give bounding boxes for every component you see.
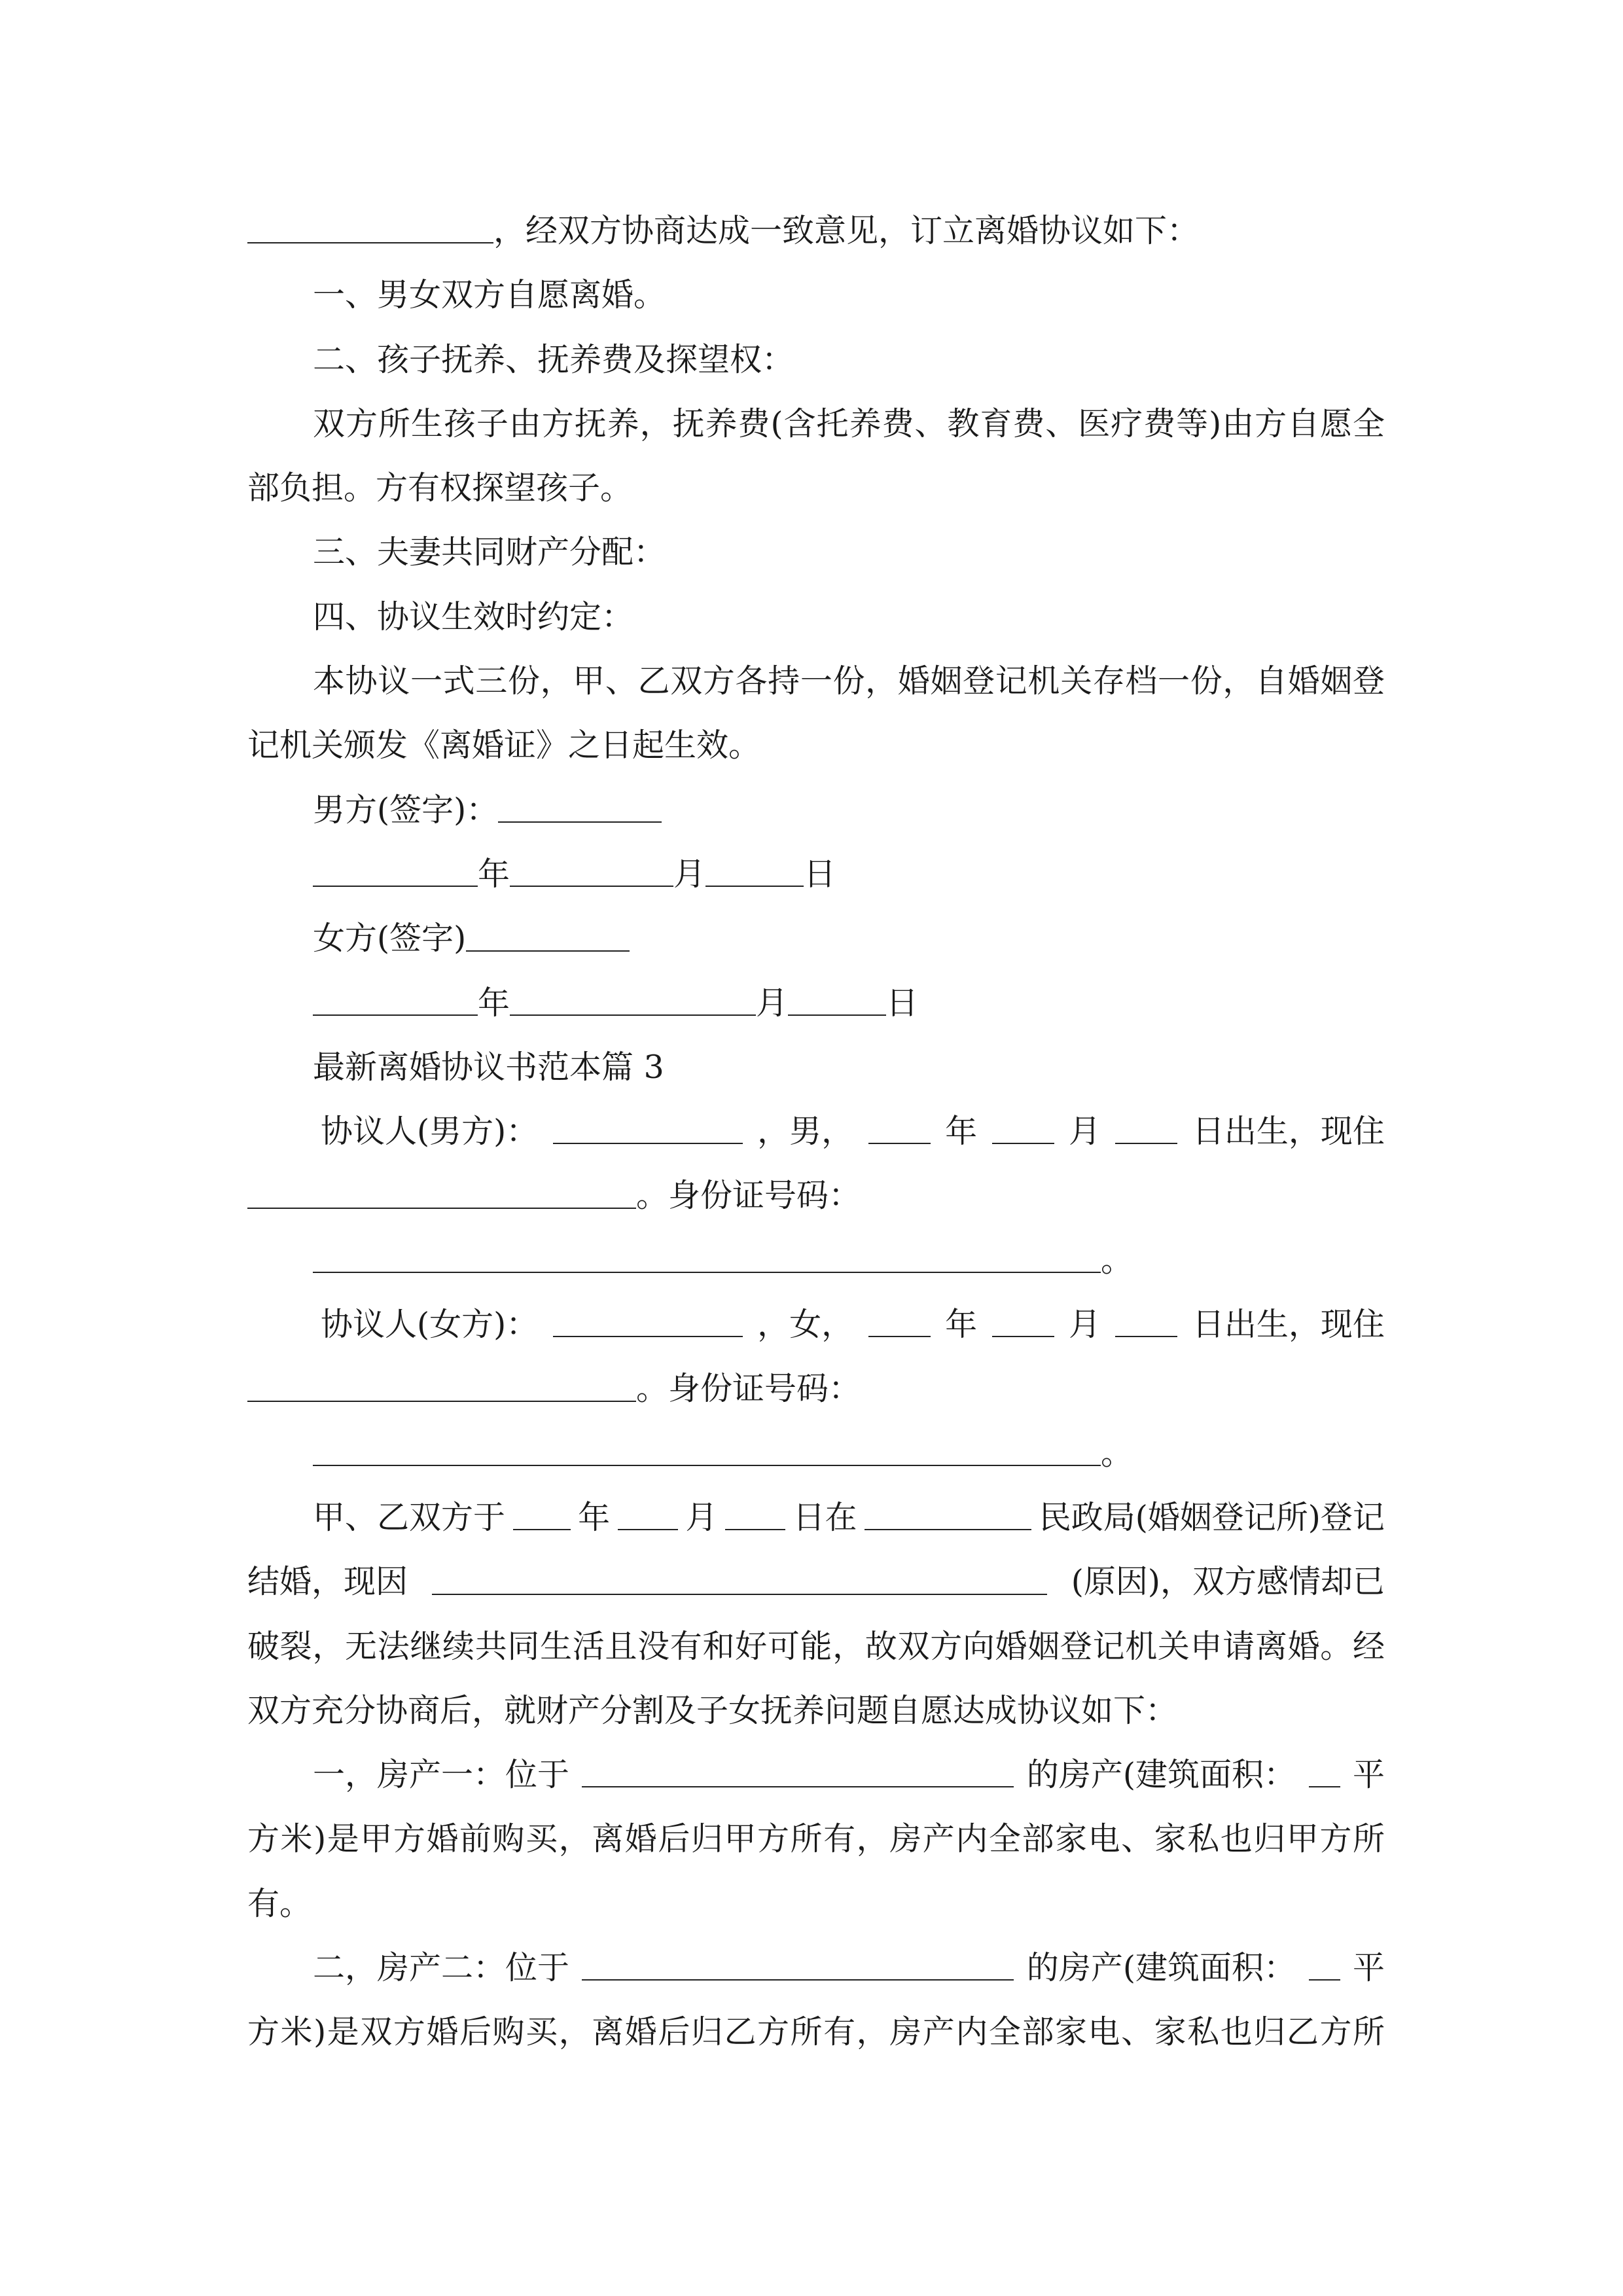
year-field[interactable] [868,1335,931,1337]
text: 二、孩子抚养、抚养费及探望权： [313,340,794,378]
text: 有。 [247,1884,312,1922]
section-title [247,1035,1385,1100]
text: 本协议一式三份，甲、乙双方各持一份，婚姻登记机关存档一份，自婚姻登 [313,662,1385,700]
male-date-line [247,842,1385,906]
property-2-line [247,1936,1385,2000]
clause-heading [247,328,1385,392]
clause-heading [247,263,1385,327]
text: 方米)是甲方婚前购买，离婚后归甲方所有，房产内全部家电、家私也归甲方所 [247,1820,1385,1858]
line [247,1807,1385,1871]
text: 双方充分协商后，就财产分割及子女抚养问题自愿达成协议如下： [247,1691,1178,1729]
text: 日出生，现住 [1192,1113,1385,1151]
line [247,713,1385,778]
text: 双方所生孩子由方抚养，抚养费(含托养费、教育费、医疗费等)由方自愿全 [313,404,1385,442]
line [247,1550,1385,1614]
line [247,1615,1385,1679]
line [247,1164,1385,1228]
text: 年 [478,984,510,1022]
male-id-field[interactable] [313,1271,1101,1273]
text: 三、夫妻共同财产分配： [313,533,666,571]
text: 年 [578,1498,611,1536]
year-field[interactable] [868,1142,931,1144]
reason-field[interactable] [432,1593,1047,1595]
line [247,199,1385,263]
month-field[interactable] [510,885,673,887]
text: 破裂，无法继续共同生活且没有和好可能，故双方向婚姻登记机关申请离婚。经 [247,1627,1385,1665]
text: 协议人(女方)： [321,1306,539,1344]
text: 月 [673,855,706,893]
text: 月 [756,984,789,1022]
line [247,456,1385,520]
text: 月 [1068,1306,1101,1344]
male-name-field[interactable] [553,1142,743,1144]
line [247,649,1385,713]
day-field[interactable] [1115,1335,1177,1337]
text: 部负担。方有权探望孩子。 [247,469,633,507]
text: 平 [1352,1949,1385,1987]
property-2-location-field[interactable] [582,1979,1014,1981]
month-field[interactable] [618,1528,678,1530]
line [247,392,1385,456]
female-name-field[interactable] [553,1335,743,1337]
day-field[interactable] [1115,1142,1177,1144]
document-page [247,199,1385,2065]
month-field[interactable] [510,1014,756,1016]
text: 。身份证号码： [636,1177,861,1215]
female-party-line [247,1293,1385,1357]
text: 结婚，现因 [247,1563,408,1601]
text: (原因)，双方感情却已 [1071,1563,1385,1601]
text: 。身份证号码： [636,1370,861,1408]
text: 日 [886,984,919,1022]
day-field[interactable] [725,1528,785,1530]
text: 日出生，现住 [1192,1306,1385,1344]
text: 最新离婚协议书范本篇 3 [313,1048,664,1086]
day-field[interactable] [788,1014,886,1016]
text: ，男， [757,1113,854,1151]
property-2-area-field[interactable] [1309,1979,1340,1981]
line [247,1679,1385,1743]
male-address-field[interactable] [247,1207,636,1209]
male-party-line [247,1100,1385,1164]
text: 年 [945,1306,978,1344]
line [247,1229,1385,1293]
text: 平 [1352,1756,1385,1794]
male-signature-field[interactable] [498,821,662,823]
property-1-area-field[interactable] [1309,1785,1340,1787]
text: 年 [478,855,510,893]
text: 记机关颁发《离婚证》之日起生效。 [247,726,761,764]
text: 方米)是双方婚后购买，离婚后归乙方所有，房产内全部家电、家私也归乙方所 [247,2013,1385,2051]
text: 的房产(建筑面积： [1026,1756,1296,1794]
text: 一，房产一：位于 [313,1756,570,1794]
text: 民政局(婚姻登记所)登记 [1039,1498,1385,1536]
line [247,2000,1385,2064]
male-signature-line [247,778,1385,842]
female-signature-line [247,906,1385,971]
text: 月 [685,1498,718,1536]
marriage-line [247,1486,1385,1550]
month-field[interactable] [992,1335,1054,1337]
blank-field[interactable] [247,242,493,243]
year-field[interactable] [513,1528,571,1530]
line [247,1872,1385,1936]
female-address-field[interactable] [247,1400,636,1402]
clause-heading [247,520,1385,584]
year-field[interactable] [313,1014,478,1016]
line [247,1357,1385,1421]
text: 一、男女双方自愿离婚。 [313,276,666,314]
text: 。 [1101,1241,1133,1279]
text: 月 [1068,1113,1101,1151]
text: 四、协议生效时约定： [313,598,634,636]
line [247,1422,1385,1486]
text: 的房产(建筑面积： [1026,1949,1296,1987]
female-signature-field[interactable] [466,950,630,952]
day-field[interactable] [705,885,804,887]
text: 甲、乙双方于 [313,1498,506,1536]
text: ，女， [757,1306,854,1344]
year-field[interactable] [313,885,478,887]
female-id-field[interactable] [313,1464,1101,1466]
text: 日在 [793,1498,857,1536]
text: 日 [804,855,836,893]
text: 男方(签字)： [313,791,499,829]
text: 协议人(男方)： [321,1113,539,1151]
text: 二，房产二：位于 [313,1949,570,1987]
clause-heading [247,585,1385,649]
text: ，经双方协商达成一致意见，订立离婚协议如下： [493,212,1200,249]
property-1-line [247,1743,1385,1807]
text: 女方(签字) [313,920,467,958]
property-1-location-field[interactable] [582,1785,1014,1787]
bureau-field[interactable] [865,1528,1031,1530]
text: 。 [1101,1434,1133,1472]
text: 年 [945,1113,978,1151]
month-field[interactable] [992,1142,1054,1144]
female-date-line [247,971,1385,1035]
